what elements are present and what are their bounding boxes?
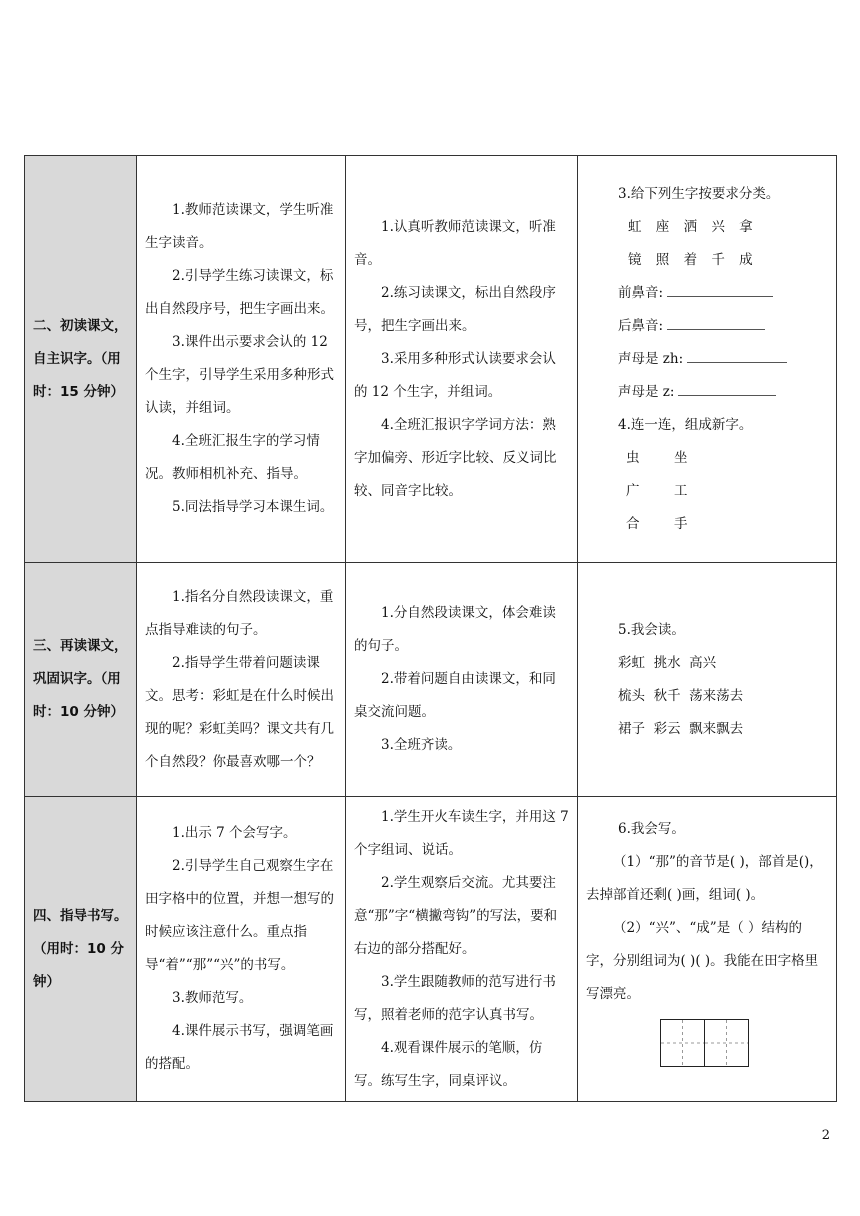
- student-step: 3.全班齐读。: [381, 737, 462, 753]
- teacher-step: 2.指导学生带着问题读课文。思考：彩虹是在什么时候出现的呢？彩虹美吗？课文共有几个自然段？你最喜欢哪一个？: [145, 654, 334, 770]
- teacher-step: 3.教师范写。: [172, 990, 253, 1006]
- student-step: 4.观看课件展示的笔顺，仿写。练写生字，同桌评议。: [354, 1039, 543, 1089]
- student-activity-cell: [346, 156, 578, 563]
- student-step: 1.认真听教师范读课文，听准音。: [354, 218, 556, 268]
- table-row: [25, 797, 837, 1102]
- teacher-step: 1.出示 7 个会写字。: [172, 825, 297, 841]
- classify-line: [618, 277, 828, 310]
- classify-label: 声母是 z:: [618, 383, 675, 400]
- teacher-step: 2.引导学生练习读课文，标出自然段序号，把生字画出来。: [145, 268, 334, 317]
- word-line: 裙子 彩云 飘来飘去: [618, 720, 744, 737]
- match-pair: 合 手: [626, 515, 688, 532]
- student-activity-cell: [346, 797, 578, 1102]
- table-row: [25, 563, 837, 797]
- student-activity-cell: [346, 563, 578, 797]
- exercise-question: 4.连一连，组成新字。: [618, 416, 753, 433]
- exercise-cell: [578, 563, 837, 797]
- teacher-activity-cell: [137, 563, 346, 797]
- student-step: 2.带着问题自由读课文，和同桌交流问题。: [354, 671, 556, 720]
- teacher-activity-cell: [137, 797, 346, 1102]
- classify-label: 声母是 zh:: [618, 350, 684, 367]
- stage-cell: 二、初读课文，自主识字。（用时：15 分钟）: [25, 156, 137, 563]
- classify-label: 前鼻音:: [618, 284, 664, 301]
- exercise-cell: [578, 797, 837, 1102]
- student-step: 1.学生开火车读生字，并用这 7 个字组词、说话。: [354, 808, 569, 858]
- student-step: 1.分自然段读课文，体会难读的句子。: [354, 605, 556, 654]
- match-pair: 虫 坐: [626, 449, 688, 466]
- exercise-cell: [578, 156, 837, 563]
- classify-line: [618, 310, 828, 343]
- classify-line: [618, 343, 828, 376]
- char-list: 镜 照 着 千 成: [628, 251, 753, 268]
- match-pair: 广 工: [626, 482, 688, 499]
- page-number: 2: [821, 1128, 830, 1143]
- char-list: 虹 座 洒 兴 拿: [628, 218, 753, 235]
- answer-blank[interactable]: [687, 348, 787, 363]
- student-step: 4.全班汇报识字学词方法：熟字加偏旁、形近字比较、反义词比较、同音字比较。: [354, 416, 557, 499]
- teacher-step: 4.课件展示书写，强调笔画的搭配。: [145, 1023, 334, 1072]
- teacher-step: 5.同法指导学习本课生词。: [172, 499, 334, 515]
- lesson-plan-table: [24, 155, 837, 1102]
- tianzige-grid-icon: [660, 1019, 750, 1067]
- tianzige-grid[interactable]: [660, 1019, 828, 1080]
- exercise-question: 3.给下列生字按要求分类。: [618, 185, 780, 202]
- exercise-question: 5.我会读。: [618, 621, 685, 638]
- answer-blank[interactable]: [667, 282, 773, 297]
- answer-blank[interactable]: [667, 315, 765, 330]
- stage-cell: 三、再读课文，巩固识字。（用时：10 分钟）: [25, 563, 137, 797]
- word-line: 彩虹 挑水 高兴: [618, 654, 717, 671]
- student-step: 3.学生跟随教师的范写进行书写，照着老师的范字认真书写。: [354, 973, 556, 1023]
- student-step: 2.学生观察后交流。尤其要注意“那”字“横撇弯钩”的写法，要和右边的部分搭配好。: [354, 874, 558, 957]
- teacher-step: 3.课件出示要求会认的 12 个生字，引导学生采用多种形式认读，并组词。: [145, 334, 334, 416]
- stage-cell: 四、指导书写。（用时：10 分钟）: [25, 797, 137, 1102]
- teacher-activity-cell: [137, 156, 346, 563]
- exercise-item: （2）“兴”、“成”是（ ）结构的字，分别组词为( )( )。我能在田字格里写漂亮。: [586, 919, 819, 1002]
- exercise-item: （1）“那”的音节是( )，部首是()，去掉部首还剩( )画，组词( )。: [586, 853, 823, 903]
- teacher-step: 1.教师范读课文，学生听准生字读音。: [145, 202, 334, 251]
- answer-blank[interactable]: [678, 381, 776, 396]
- student-step: 2.练习读课文，标出自然段序号，把生字画出来。: [354, 284, 556, 334]
- table-row: [25, 156, 837, 563]
- classify-label: 后鼻音:: [618, 317, 664, 334]
- teacher-step: 2.引导学生自己观察生字在田字格中的位置，并想一想写的时候应该注意什么。重点指导“着”“那”“兴”的书写。: [145, 858, 334, 973]
- student-step: 3.采用多种形式认读要求会认的 12 个生字，并组词。: [354, 350, 556, 400]
- teacher-step: 4.全班汇报生字的学习情况。教师相机补充、指导。: [145, 433, 320, 482]
- exercise-question: 6.我会写。: [618, 820, 685, 837]
- word-line: 梳头 秋千 荡来荡去: [618, 687, 744, 704]
- classify-line: [618, 376, 828, 409]
- teacher-step: 1.指名分自然段读课文，重点指导难读的句子。: [145, 588, 334, 638]
